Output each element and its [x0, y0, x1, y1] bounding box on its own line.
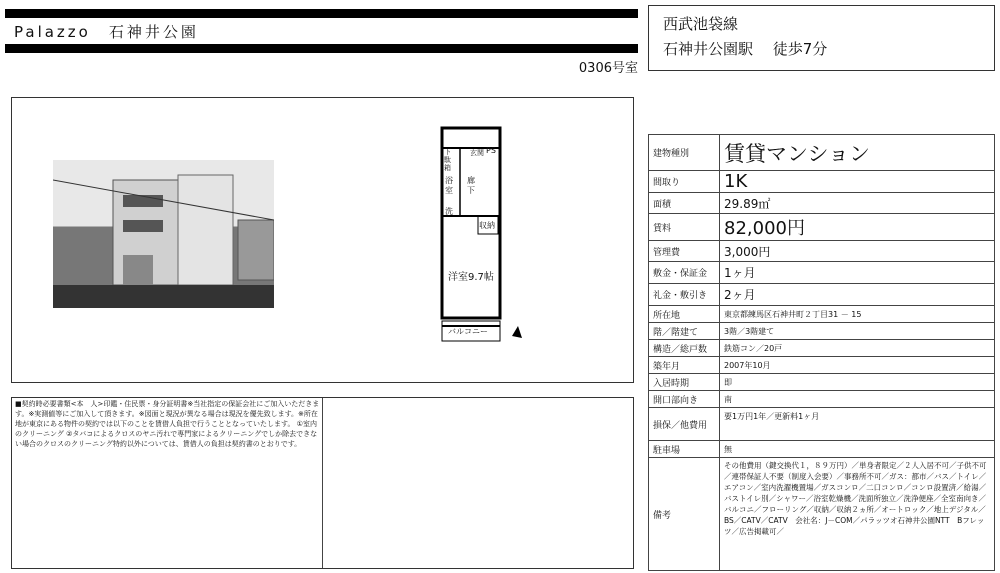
- station-panel: [648, 5, 995, 71]
- fp-shoe-box: 下駄箱: [444, 148, 451, 172]
- spec-key: 築年月: [649, 357, 720, 374]
- spec-key: 階／階建て: [649, 323, 720, 340]
- spec-value: 82,000円: [720, 214, 995, 241]
- header-bottom-bar: [5, 44, 638, 53]
- building-photo: [53, 160, 274, 308]
- spec-key: 所在地: [649, 306, 720, 323]
- spec-key: 管理費: [649, 241, 720, 262]
- spec-value: 1ヶ月: [720, 262, 995, 284]
- fp-hall: 廊下: [467, 176, 475, 195]
- building-name: Palazzo 石神井公園: [14, 23, 199, 41]
- fp-genkan: 玄関: [470, 149, 484, 157]
- spec-key: 損保／他費用: [649, 408, 720, 441]
- spec-value: 2ヶ月: [720, 284, 995, 306]
- spec-value: 29.89㎡: [720, 193, 995, 214]
- room-number: 0306号室: [578, 61, 638, 76]
- spec-key: 礼金・敷引き: [649, 284, 720, 306]
- notes-divider: [322, 398, 323, 568]
- spec-value: 賃貸マンション: [720, 135, 995, 171]
- train-line: 西武池袋線: [663, 15, 739, 33]
- spec-key: 間取り: [649, 171, 720, 193]
- spec-table: [648, 134, 995, 571]
- spec-grid: [648, 134, 995, 571]
- fp-balcony: バルコニー: [448, 327, 488, 336]
- fp-room: 洋室9.7帖: [448, 272, 494, 283]
- spec-key: 敷金・保証金: [649, 262, 720, 284]
- fp-ps: PS: [486, 146, 496, 155]
- spec-value: 鉄筋コン／20戸: [720, 340, 995, 357]
- spec-key: 面積: [649, 193, 720, 214]
- spec-value: 要1万円1年／更新料1ヶ月: [720, 408, 995, 441]
- spec-key: 構造／総戸数: [649, 340, 720, 357]
- fp-laundry: 洗: [445, 207, 453, 216]
- spec-value: 3階／3階建て: [720, 323, 995, 340]
- fp-storage: 収納: [479, 221, 495, 230]
- spec-key: 賃料: [649, 214, 720, 241]
- contract-notes: ■契約時必要書類<本 人>印鑑・住民票・身分証明書※当社指定の保証会社にご加入いただきます。※実測値等にご加入して頂きます。※図面と現況が異なる場合は現況を優先致します。※所在地が東京にある物件の契約では以下のことを賃借人負担で行うこととなっていたします。 ①室内のクリーニング ②タバコによるクロスのヤニ汚れで専門家によるクリーニングでしか除去できない場合のクロスのクリーニング特約以外については、賃借人の負担は契約書のとおりです。: [15, 400, 320, 448]
- spec-key: 駐車場: [649, 441, 720, 458]
- fp-bath: 浴室: [445, 176, 453, 195]
- station-access: 石神井公園駅 徒歩7分: [663, 40, 828, 58]
- spec-key: 備考: [649, 458, 720, 571]
- notes-panel: [11, 397, 634, 569]
- spec-key: 入居時期: [649, 374, 720, 391]
- spec-value: 2007年10月: [720, 357, 995, 374]
- spec-value: 南: [720, 391, 995, 408]
- header-top-bar: [5, 9, 638, 18]
- spec-value: 1K: [720, 171, 995, 193]
- spec-value: 即: [720, 374, 995, 391]
- spec-value: 東京都練馬区石神井町２丁目31 － 15: [720, 306, 995, 323]
- spec-key: 開口部向き: [649, 391, 720, 408]
- spec-value: 3,000円: [720, 241, 995, 262]
- spec-key: 建物種別: [649, 135, 720, 171]
- main-panel: [11, 97, 634, 383]
- spec-value: その他費用（鍵交換代１，８９万円）／単身者限定／２人入居不可／子供不可／連帯保証人不要（制度入会要）／事務所不可／ガス：都市／バス／トイレ／エアコン／室内洗濯機置場／ガスコンロ／二口コンロ／コンロ設置済／給湯／バストイレ別／シャワー／浴室乾燥機／洗面所独立／洗浄便座／全室南向き／バルコニ／フローリング／収納／収納２ヵ所／オートロック／地上デジタル／BS／CATV／CATV 会社名：J－COM／パラッツオ石神井公園NTT Bフレッツ／広告掲載可／: [720, 458, 995, 571]
- spec-value: 無: [720, 441, 995, 458]
